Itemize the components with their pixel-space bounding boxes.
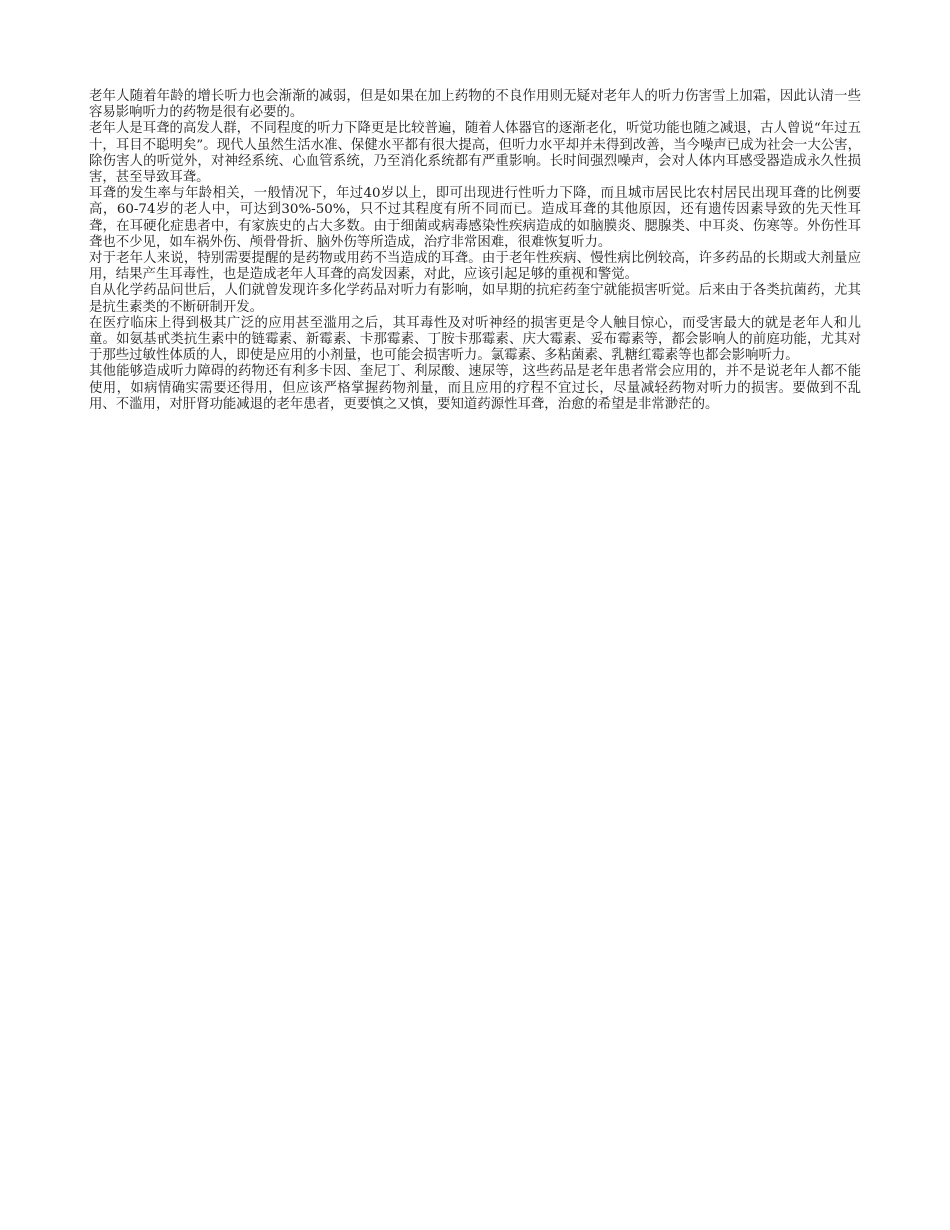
paragraph-elderly-hearing-loss: 老年人是耳聋的高发人群，不同程度的听力下降更是比较普遍，随着人体器官的逐渐老化，听觉功能也随之减退，古人曾说“年过五十，耳目不聪明矣”。现代人虽然生活水准、保健水平都有很大提高，但听力水平却并未得到改善，当今噪声已成为社会一大公害，除伤害人的听觉外，对神经系统、心血管系统，乃至消化系统都有严重影响。长时间强烈噪声，会对人体内耳感受器造成永久性损害，甚至导致耳聋。 xyxy=(89,121,861,186)
paragraph-intro: 老年人随着年龄的增长听力也会渐渐的减弱，但是如果在加上药物的不良作用则无疑对老年人的听力伤害雪上加霜，因此认清一些容易影响听力的药物是很有必要的。 xyxy=(89,89,861,121)
paragraph-incidence-and-causes: 耳聋的发生率与年龄相关，一般情况下，年过40岁以上，即可出现进行性听力下降，而且城市居民比农村居民出现耳聋的比例要高，60-74岁的老人中，可达到30%-50%，只不过其程度有所不同而已。造成耳聋的其他原因，还有遗传因素导致的先天性耳聋，在耳硬化症患者中，有家族史的占大多数。由于细菌或病毒感染性疾病造成的如脑膜炎、腮腺类、中耳炎、伤寒等。外伤性耳聋也不少见，如车祸外伤、颅骨骨折、脑外伤等所造成，治疗非常困难，很难恢复听力。 xyxy=(89,186,861,250)
paragraph-drug-induced-deafness: 对于老年人来说，特别需要提醒的是药物或用药不当造成的耳聋。由于老年性疾病、慢性病比例较高，许多药品的长期或大剂量应用，结果产生耳毒性，也是造成老年人耳聋的高发因素，对此，应该引起足够的重视和警觉。 xyxy=(89,251,861,283)
paragraph-antibiotics-ototoxicity: 在医疗临床上得到极其广泛的应用甚至滥用之后，其耳毒性及对听神经的损害更是令人触目惊心，而受害最大的就是老年人和儿童。如氨基甙类抗生素中的链霉素、新霉素、卡那霉素、丁胺卡那霉素、庆大霉素、妥布霉素等，都会影响人的前庭功能，尤其对于那些过敏性体质的人，即使是应用的小剂量，也可能会损害听力。氯霉素、多粘菌素、乳糖红霉素等也都会影响听力。 xyxy=(89,315,861,364)
paragraph-chemical-drugs-history: 自从化学药品问世后，人们就曾发现许多化学药品对听力有影响，如早期的抗疟药奎宁就能损害听觉。后来由于各类抗菌药，尤其是抗生素类的不断研制开发。 xyxy=(89,283,861,315)
paragraph-other-drugs: 其他能够造成听力障碍的药物还有利多卡因、奎尼丁、利尿酸、速尿等，这些药品是老年患者常会应用的，并不是说老年人都不能使用，如病情确实需要还得用，但应该严格掌握药物剂量，而且应用的疗程不宜过长，尽量减轻药物对听力的损害。要做到不乱用、不滥用，对肝肾功能减退的老年患者，更要慎之又慎，要知道药源性耳聋，治愈的希望是非常渺茫的。 xyxy=(89,364,861,412)
document-body xyxy=(89,89,861,413)
